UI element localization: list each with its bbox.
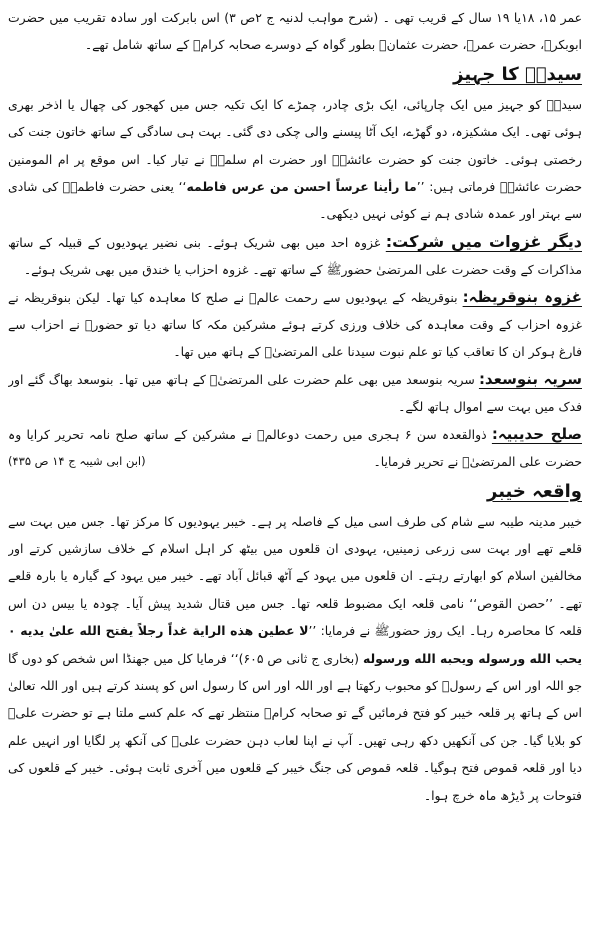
quraiza-paragraph (8, 284, 582, 366)
heading-ghazwat: دیگر غزوات میں شرکت: (385, 231, 582, 251)
heading-quraiza: غزوہ بنوقریظہ: (462, 287, 582, 306)
heading-khaibar: واقعہ خیبر (487, 480, 582, 502)
khaibar-paragraph (8, 508, 582, 809)
jahez-text-after: ‘‘ یعنی حضرت فاطمہؓ کی شادی سے بہتر اور عمدہ شادی ہم نے کوئی نہیں دیکھی۔ (8, 179, 582, 222)
hudaibiya-text: ذوالقعدہ سن ۶ ہجری میں رحمت دوعالمﷺ نے مشرکین کے ساتھ صلح نامہ تحریر کرایا وہ حضرت علی المرتضیٰؓ نے تحریر فرمایا۔ (8, 426, 582, 470)
saad-paragraph (8, 366, 582, 421)
khaibar-arabic-hadith: لا عطين هذه الراية غداً رجلاً يفتح الله علىٰ يديه ۰ يحب الله ورسوله ويحبه الله ورسوله (8, 623, 582, 666)
jahez-arabic-quote: ما رأينا عرساً احسن من عرس فاطمه (186, 179, 417, 195)
ghazwat-text: غزوہ احد میں بھی شریک ہوئے۔ بنی نضیر یہودیوں کے قبیلہ کے ساتھ مذاکرات کے وقت حضرت علی المرتضیٰ حضورﷺ کے ساتھ تھے۔ غزوہ احزاب یا خندق میں بھی شریک ہوئے۔ (8, 234, 582, 278)
hudaibiya-paragraph (8, 421, 582, 476)
hudaibiya-citation: (ابن ابی شیبہ ج ۱۴ ص ۴۳۵) (8, 454, 146, 469)
document-page (8, 4, 582, 940)
jahez-text: سیدہؓ کو جہیز میں ایک چارپائی، ایک بڑی چادر، چمڑے کا ایک تکیہ جس میں کھجور کی چھال یا اذخر بھری ہوئی تھی۔ ایک مشکیزہ، دو گھڑے، ایک آٹا پیسنے والی چکی دی گئی۔ بہت ہی سادگی کے ساتھ خاتون جنت کی رخصتی ہوئی۔ خاتون جنت کو حضرت عائشہؓ اور حضرت ام سلمہؓ نے تیار کیا۔ اس موقع پر ام المومنین حضرت عائشہؓ فرماتی ہیں: ’’ (8, 96, 582, 195)
intro-paragraph: عمر ۱۵، ۱۸یا ۱۹ سال کے قریب تھی ۔ (شرح مواہب لدنیہ ج ۲ص ۳) اس بابرکت اور سادہ تقریب میں حضرت ابوبکرؓ، حضرت عمرؓ، حضرت عثمانؓ بطور گواہ کے دوسرے صحابہ کرامؓ کے ساتھ شامل تھے۔ (8, 10, 582, 53)
ghazwat-paragraph (8, 228, 582, 284)
quraiza-text: بنوقریظہ کے یہودیوں سے رحمت عالمﷺ نے صلح کا معاہدہ کیا تھا۔ لیکن بنوقریظہ نے غزوہ احزاب کے وقت معاہدہ کی خلاف ورزی کرتے ہوئے مشرکین مکہ کا ساتھ دیا تو حضورﷺ نے احزاب سے فارغ ہوکر ان کا تعاقب کیا تو علم نبوت سیدنا علی المرتضیٰؓ کے ہاتھ میں تھا۔ (8, 289, 582, 360)
khaibar-text-after: ‘‘ فرمایا کل میں جھنڈا اس شخص کو دوں گا جو اللہ اور اس کے رسولﷺ کو محبوب رکھتا ہے اور اللہ اور اس کا رسول اس کو پسند کرتے ہیں اور اللہ تعالیٰ اس کے ہاتھ پر قلعہ خیبر کو فتح فرمائیں گے تو صحابہ کرامؓ منتظر تھے کہ علم کسے ملتا ہے تو حضرت علیؓ کو بلایا گیا۔ جن کی آنکھیں دکھ رہی تھیں۔ آپ نے اپنا لعاب دہن حضرت علیؓ کی آنکھ پر لگایا اور انہیں علم دیا اور قلعہ قموص فتح ہوگیا۔ قلعہ قموص کی جنگ خیبر کے قلعوں میں آخری ثابت ہوئی۔ خیبر کے قلعوں کی فتوحات پر ڈیڑھ ماہ خرچ ہوا۔ (8, 650, 582, 803)
khaibar-citation: (بخاری ج ثانی ص ۶۰۵) (238, 650, 359, 666)
jahez-paragraph (8, 91, 582, 228)
heading-saad: سریہ بنوسعد: (478, 369, 582, 388)
heading-jahez: سیدہؓ کا جہیز (453, 63, 582, 85)
khaibar-text: خیبر مدینہ طیبہ سے شام کی طرف اسی میل کے فاصلہ پر ہے۔ خیبر یہودیوں کا مرکز تھا۔ جس میں بہت سے قلعے تھے اور بہت سی زرعی زمینیں، یہودی ان قلعوں میں بیٹھ کر اہل اسلام کے خلاف سازشیں کرتے اور مخالفین اسلام کو ابھارتے رہتے۔ ان قلعوں میں یہود کے آٹھ قبائل آباد تھے۔ خیبر میں یہود کے گیارہ یا بارہ قلعے تھے۔ ’’حصن القوص‘‘ نامی قلعہ ایک مضبوط قلعہ تھا۔ جس میں قتال شدید پیش آیا۔ چودہ یا بیس دن اس قلعہ کا محاصرہ رہا۔ ایک روز حضورﷺ نے فرمایا: ’’ (8, 513, 582, 639)
saad-text: سریہ بنوسعد میں بھی علم حضرت علی المرتضیٰؓ کے ہاتھ میں تھا۔ بنوسعد بھاگ گئے اور فدک میں بہت سے اموال ہاتھ لگے۔ (8, 371, 582, 415)
heading-hudaibiya: صلح حدیبیہ: (491, 424, 582, 443)
